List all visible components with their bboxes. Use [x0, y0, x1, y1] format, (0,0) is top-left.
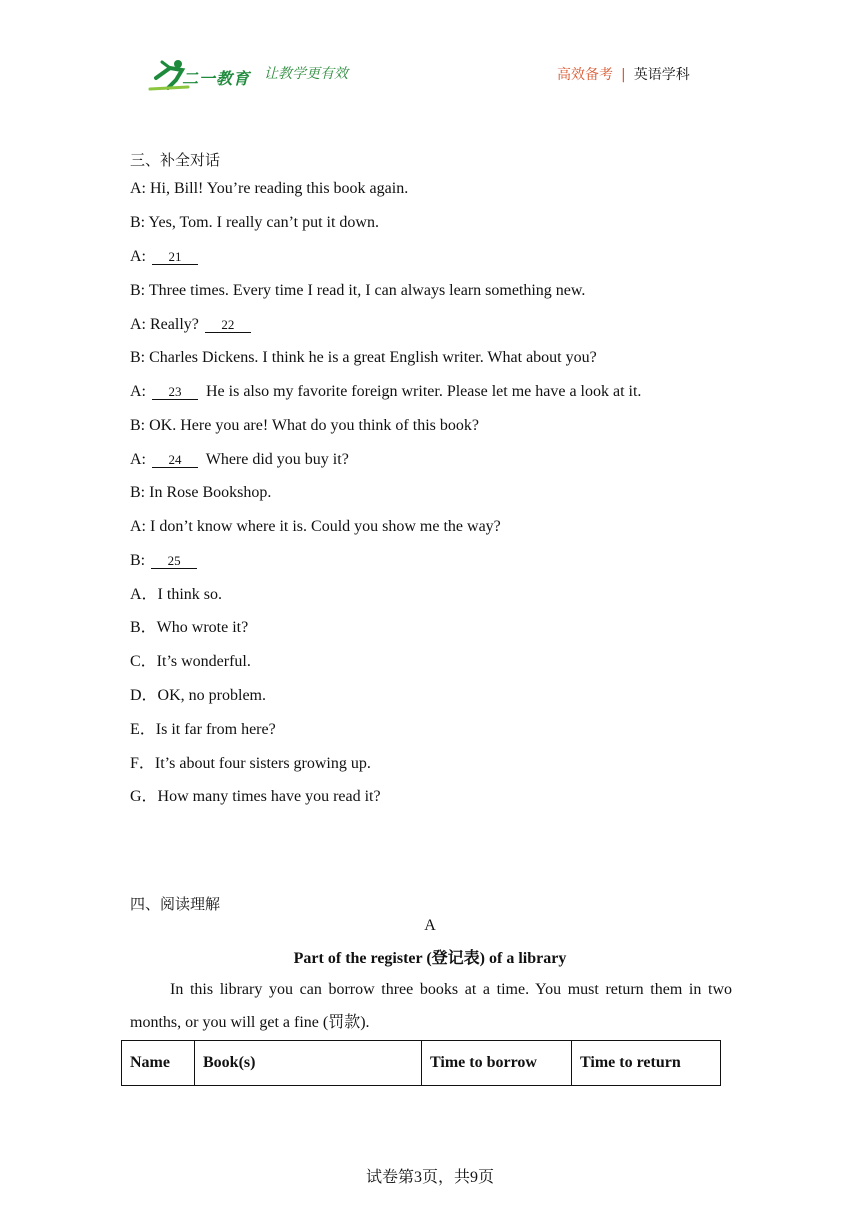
dialogue-line: B: Three times. Every time I read it, I can always learn something new.	[130, 282, 586, 299]
table-header-cell: Time to return	[572, 1041, 721, 1086]
header-subject: 英语学科	[633, 67, 690, 83]
dialogue-line: A: Hi, Bill! You’re reading this book again.	[130, 180, 409, 197]
dialogue-line: A: 24 Where did you buy it?	[130, 451, 349, 468]
page-footer: 试卷第3页，共9页	[365, 1169, 494, 1186]
answer-blank-22[interactable]: 22	[205, 318, 251, 333]
brand-name: 二一教育	[182, 69, 251, 88]
table-header-cell: Time to borrow	[422, 1041, 572, 1086]
option-g: G．How many times have you read it?	[130, 788, 381, 805]
dialogue-line: A: 23 He is also my favorite foreign writer. Please let me have a look at it.	[130, 383, 642, 400]
table-header-cell: Book(s)	[195, 1041, 422, 1086]
option-b: B．Who wrote it?	[130, 619, 249, 636]
section-4-title: 四、阅读理解	[130, 895, 221, 913]
dialogue-line: A: I don’t know where it is. Could you show me the way?	[130, 518, 501, 535]
answer-blank-25[interactable]: 25	[151, 554, 197, 569]
brand-slogan: 让教学更有效	[264, 66, 348, 82]
option-a: A．I think so.	[130, 586, 223, 603]
option-f: F．It’s about four sisters growing up.	[130, 755, 371, 772]
dialogue-line: B: Yes, Tom. I really can’t put it down.	[130, 214, 379, 231]
answer-blank-21[interactable]: 21	[152, 250, 198, 265]
dialogue-line: A: Really? 22	[130, 315, 255, 335]
dialogue-line: B: In Rose Bookshop.	[130, 484, 272, 501]
answer-blank-24[interactable]: 24	[152, 453, 198, 468]
dialogue-line: A: 21	[130, 247, 202, 267]
table-header-cell: Name	[122, 1041, 195, 1086]
page-header	[0, 0, 860, 100]
option-d: D．OK, no problem.	[130, 687, 266, 704]
passage-intro: In this library you can borrow three books at a time. You must return them in two months, or you will get a fine (罚款).	[130, 981, 732, 1031]
table-header-row	[122, 1041, 721, 1086]
header-separator: |	[621, 67, 626, 83]
register-table	[121, 1040, 721, 1086]
section-3-title: 三、补全对话	[130, 151, 221, 169]
passage-title: Part of the register (登记表) of a library	[293, 950, 567, 967]
option-e: E．Is it far from here?	[130, 721, 276, 738]
dialogue-line: B: Charles Dickens. I think he is a great English writer. What about you?	[130, 349, 597, 366]
option-c: C．It’s wonderful.	[130, 653, 251, 670]
answer-blank-23[interactable]: 23	[152, 385, 198, 400]
header-right	[557, 64, 690, 84]
dialogue-line: B: 25	[130, 551, 201, 571]
dialogue-line: B: OK. Here you are! What do you think of this book?	[130, 417, 479, 434]
passage-label: A	[424, 917, 436, 934]
header-tagline: 高效备考	[557, 67, 613, 83]
